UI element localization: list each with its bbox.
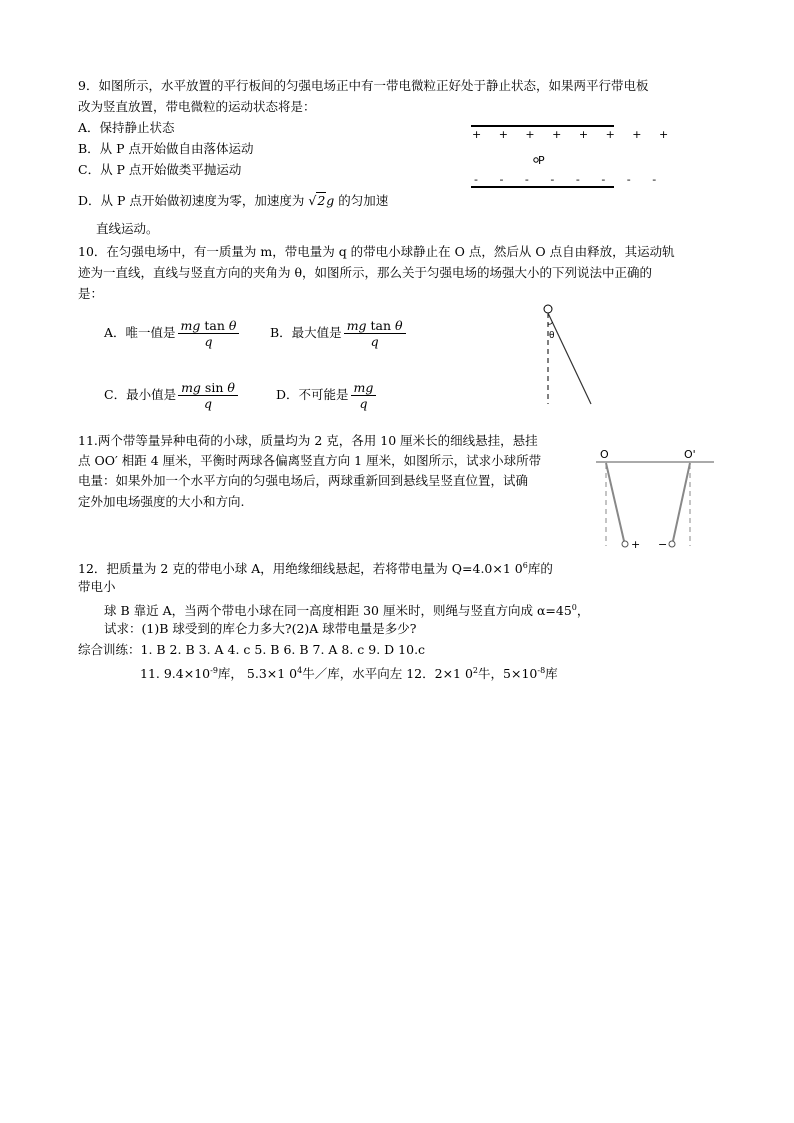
q10-frac-b-theta: θ	[395, 318, 403, 333]
q11-right-thread	[673, 463, 690, 541]
q11-left-ball	[622, 541, 628, 547]
answers-line2	[140, 662, 558, 683]
q10-option-b-label: B．最大值是	[270, 325, 342, 340]
q11-right-ball	[669, 541, 675, 547]
answer-11-exp1: -9	[210, 666, 218, 675]
q11-stem-line3: 电量：如果外加一个水平方向的匀强电场后，两球重新回到悬线呈竖直位置，试确	[78, 473, 529, 488]
answer-12-exp2: -8	[537, 666, 546, 675]
q10-frac-a-tan: tan	[204, 318, 225, 333]
q10-frac-c-sin: sin	[204, 380, 224, 395]
answer-11-mid1: 库， 5.3×1 0	[217, 666, 298, 682]
answer-12-exp1: 2	[472, 666, 479, 675]
q10-frac-a-mg: mg	[180, 318, 201, 333]
q9-option-d-tail: 的匀加速	[334, 193, 389, 208]
q10-option-d	[276, 380, 378, 411]
q11-label-o-prime: O'	[684, 448, 696, 461]
q10-stem-line2: 迹为一直线，直线与竖直方向的夹角为 θ，如图所示，那么关于匀强电场的场强大小的下列说法中正确的	[78, 265, 653, 280]
q12-stem-line3	[104, 599, 589, 620]
answer-12-tail: 库	[545, 666, 558, 682]
q9-stem-line2: 改为竖直放置，带电微粒的运动状态将是：	[78, 99, 316, 114]
q10-option-a	[104, 318, 241, 349]
q10-option-c-label: C．最小值是	[104, 387, 177, 402]
q10-theta-label: θ	[549, 331, 555, 341]
q10-frac-a-theta: θ	[228, 318, 237, 333]
q11-label-o: O	[600, 448, 609, 461]
q9-option-a: A．保持静止状态	[78, 120, 175, 135]
q10-frac-a-den: q	[204, 334, 213, 349]
q10-frac-c-mg: mg	[181, 380, 201, 395]
q12-line1-tail: 库的	[527, 561, 553, 577]
q9-stem-line1: 9．如图所示，水平放置的平行板间的匀强电场正中有一带电微粒正好处于静止状态，如果两平行带电板	[78, 78, 649, 93]
q9-minus-charges: - - - - - - - -	[474, 173, 666, 186]
answer-12-mid: 牛，5×10	[478, 666, 538, 682]
q11-pendulum-figure	[594, 446, 718, 552]
q9-sqrt-expression: √2	[308, 193, 326, 208]
q11-plus-sign: +	[631, 538, 641, 551]
q10-option-b	[270, 318, 408, 349]
q12-line3-exponent: 0	[571, 603, 577, 612]
q10-frac-b	[344, 318, 406, 349]
answer-11-exp2: 4	[297, 666, 303, 675]
q9-var-g: g	[326, 193, 335, 208]
q12-line1-text: 12．把质量为 2 克的带电小球 A，用绝缘细线悬起，若将带电量为 Q=4.0×1 0	[78, 561, 523, 577]
q11-stem-line2: 点 OO′ 相距 4 厘米，平衡时两球各偏离竖直方向 1 厘米，如图所示，试求小球所带	[78, 453, 542, 468]
q9-sqrt-radicand: 2	[317, 193, 326, 208]
q10-trajectory-figure	[538, 300, 598, 408]
answer-11-mid2: 牛／库，水平向左 12．2×1 0	[302, 666, 473, 682]
q9-point-p: P	[538, 154, 545, 167]
answers-line1: 综合训练：1. B 2. B 3. A 4. c 5. B 6. B 7. A 8. c 9. D 10.c	[78, 642, 426, 657]
q12-line3-text: 球 B 靠近 A，当两个带电小球在同一高度相距 30 厘米时，则绳与竖直方向成 α=45	[104, 603, 572, 619]
q9-option-c: C．从 P 点开始做类平抛运动	[78, 162, 242, 177]
q10-frac-b-tan: tan	[370, 318, 392, 333]
q10-frac-d-num: mg	[351, 380, 377, 396]
q11-stem-line1: 11.两个带等量异种电荷的小球，质量均为 2 克，各用 10 厘米长的细线悬挂，悬挂	[78, 433, 538, 448]
q10-frac-c	[178, 380, 238, 411]
q10-frac-b-den: q	[370, 334, 379, 349]
q12-line1-exponent: 6	[522, 561, 528, 570]
q10-frac-c-den: q	[203, 396, 212, 411]
q11-left-thread	[606, 463, 624, 541]
q11-minus-sign: −	[658, 538, 668, 551]
q10-frac-d-den: q	[359, 396, 368, 411]
q10-frac-b-mg: mg	[346, 318, 367, 333]
q9-plus-charges: + + + + + + + +	[472, 128, 676, 141]
q10-ball	[544, 305, 552, 313]
q9-option-b: B．从 P 点开始做自由落体运动	[78, 141, 254, 156]
q10-option-a-label: A．唯一值是	[104, 325, 176, 340]
q10-frac-a	[178, 318, 240, 349]
q10-option-c	[104, 380, 240, 411]
q10-frac-c-theta: θ	[227, 380, 235, 395]
q10-trajectory-line	[548, 313, 591, 404]
answer-11-text: 11. 9.4×10	[140, 666, 211, 682]
q9-parallel-plates-figure	[466, 120, 676, 192]
q12-line3-tail: ，	[576, 603, 590, 619]
q11-stem-line4: 定外加电场强度的大小和方向.	[78, 494, 245, 509]
q10-stem-line1: 10．在匀强电场中，有一质量为 m，带电量为 q 的带电小球静止在 O 点，然后从 O 点自由释放，其运动轨	[78, 244, 675, 259]
q9-option-d-text: D．从 P 点开始做初速度为零，加速度为	[78, 193, 305, 208]
q9-option-d-continued: 直线运动。	[96, 221, 159, 236]
q10-frac-d	[351, 380, 377, 411]
q12-stem-line2: 带电小	[78, 579, 116, 594]
q12-stem-line4: 试求：(1)B 球受到的库仑力多大?(2)A 球带电量是多少?	[104, 621, 417, 636]
q9-option-d	[78, 192, 388, 210]
q10-stem-line3: 是：	[78, 286, 104, 301]
q12-stem-line1	[78, 557, 553, 578]
q10-option-d-label: D．不可能是	[276, 387, 349, 402]
